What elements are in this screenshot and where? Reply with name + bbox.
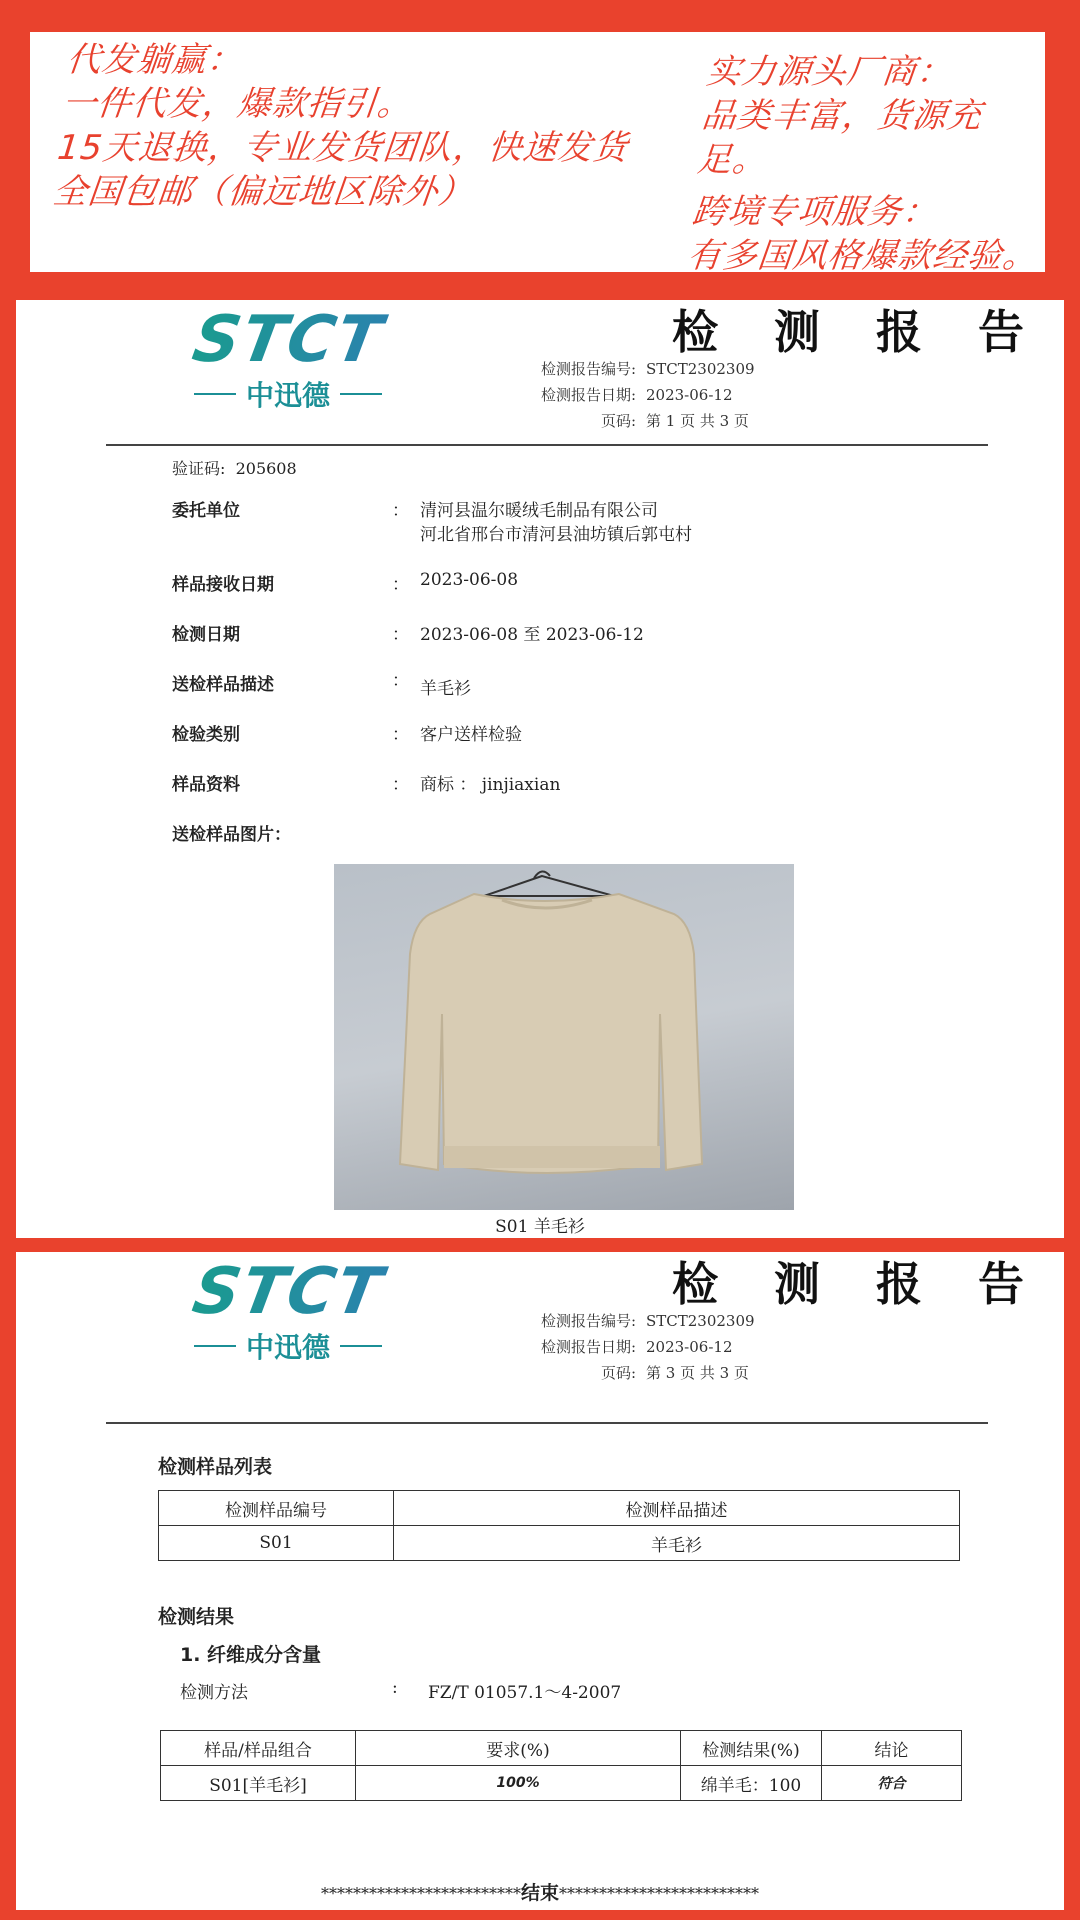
- field-colon: ：: [392, 501, 409, 521]
- table-cell: S01: [159, 1526, 394, 1561]
- stct-logo: [187, 1255, 414, 1366]
- sample-photo: [334, 864, 794, 1210]
- verify-value: 205608: [235, 459, 297, 478]
- report-no-label: 检测报告编号:: [540, 1312, 636, 1330]
- sample-list-title: 检测样品列表: [158, 1456, 273, 1478]
- end-label: 结束: [520, 1882, 559, 1904]
- report-no-label: 检测报告编号:: [540, 360, 636, 378]
- logo-cn-text: 中迅德: [246, 1331, 331, 1364]
- method-label: 检测方法: [180, 1683, 248, 1703]
- banner-line: 品类丰富，货源充足。: [695, 96, 985, 180]
- report-date-label: 检测报告日期:: [540, 1338, 636, 1356]
- page-label: 页码:: [600, 412, 636, 430]
- table-cell: 100%: [356, 1766, 681, 1801]
- field-label: 样品资料: [172, 775, 240, 795]
- method-value: FZ/T 01057.1～4-2007: [428, 1683, 622, 1703]
- page-number: 第 1 页 共 3 页: [646, 412, 749, 430]
- field-colon: ：: [392, 671, 409, 691]
- field-label: 样品接收日期: [172, 575, 274, 595]
- promo-banner: [30, 32, 1045, 276]
- table-row: [159, 1526, 960, 1561]
- banner-line: 全国包邮（偏远地区除外）: [50, 172, 476, 212]
- field-value: 羊毛衫: [420, 679, 471, 699]
- photo-caption: S01 羊毛衫: [495, 1217, 585, 1237]
- report-date: 2023-06-12: [646, 1338, 733, 1356]
- table-header: 检测样品描述: [394, 1491, 960, 1526]
- logo-cn: [194, 1326, 414, 1366]
- report-date-label: 检测报告日期:: [540, 386, 636, 404]
- page-label: 页码:: [600, 1364, 636, 1382]
- banner-right-top: [695, 50, 1052, 182]
- field-value: 2023-06-08: [420, 570, 519, 590]
- field-value: 2023-06-08 至 2023-06-12: [420, 625, 644, 645]
- verify-code: [172, 456, 297, 479]
- photo-label: 送检样品图片：: [172, 825, 291, 845]
- divider: [106, 444, 988, 446]
- table-header: 结论: [822, 1731, 962, 1766]
- field-value: 客户送样检验: [420, 725, 522, 745]
- end-marker: [16, 1878, 1064, 1905]
- report-page-3: [16, 1252, 1064, 1910]
- divider: [106, 1422, 988, 1424]
- logo-cn-text: 中迅德: [246, 379, 331, 412]
- field-label: 委托单位: [172, 501, 240, 521]
- results-title: 检测结果: [158, 1606, 235, 1628]
- table-row: [161, 1766, 962, 1801]
- table-header: 样品/样品组合: [161, 1731, 356, 1766]
- result-table: [160, 1730, 962, 1801]
- table-cell: S01[羊毛衫]: [161, 1766, 356, 1801]
- field-colon: ：: [392, 725, 409, 745]
- field-value: 河北省邢台市清河县油坊镇后郭屯村: [420, 525, 692, 545]
- field-label: 检测日期: [172, 625, 240, 645]
- table-header: 检测样品编号: [159, 1491, 394, 1526]
- report-title: 检 测 报 告: [672, 1257, 1045, 1311]
- banner-right-bottom: [685, 190, 1044, 278]
- logo-brand: STCT: [188, 1260, 419, 1324]
- field-colon: ：: [392, 625, 409, 645]
- verify-label: 验证码:: [172, 459, 226, 478]
- table-header: 检测结果(%): [681, 1731, 822, 1766]
- field-colon: ：: [392, 775, 409, 795]
- banner-line: 15天退换，专业发货团队，快速发货: [55, 128, 631, 168]
- table-cell: 羊毛衫: [394, 1526, 960, 1561]
- method-colon: :: [392, 1678, 398, 1698]
- banner-line: 代发躺赢：: [64, 40, 245, 80]
- report-meta: [514, 1308, 755, 1386]
- page-number: 第 3 页 共 3 页: [646, 1364, 749, 1382]
- end-stars: *************************: [559, 1884, 759, 1903]
- banner-line: 跨境专项服务：: [690, 192, 940, 232]
- report-meta: [514, 356, 755, 434]
- banner-line: 实力源头厂商：: [704, 52, 954, 92]
- report-date: 2023-06-12: [646, 386, 733, 404]
- table-header: 要求(%): [356, 1731, 681, 1766]
- report-title: 检 测 报 告: [672, 305, 1045, 359]
- logo-brand: STCT: [188, 308, 419, 372]
- field-value: 商标 ： jinjiaxian: [420, 775, 561, 795]
- banner-line: 一件代发，爆款指引。: [60, 84, 415, 124]
- item-title: 1. 纤维成分含量: [180, 1644, 322, 1666]
- stct-logo: [187, 303, 414, 414]
- field-value: 清河县温尔暖绒毛制品有限公司: [420, 501, 658, 521]
- report-page-1: [16, 300, 1064, 1238]
- field-label: 送检样品描述: [172, 675, 274, 695]
- table-cell: 符合: [822, 1766, 962, 1801]
- logo-cn: [194, 374, 414, 414]
- banner-left-text: [51, 38, 640, 214]
- field-colon: ：: [392, 575, 409, 595]
- table-cell: 绵羊毛：100: [681, 1766, 822, 1801]
- end-stars: *************************: [320, 1884, 521, 1903]
- report-no: STCT2302309: [646, 360, 755, 378]
- report-no: STCT2302309: [646, 1312, 755, 1330]
- sweater-illustration: [334, 864, 794, 1210]
- field-label: 检验类别: [172, 725, 240, 745]
- sample-table: [158, 1490, 960, 1561]
- banner-line: 有多国风格爆款经验。: [685, 236, 1040, 276]
